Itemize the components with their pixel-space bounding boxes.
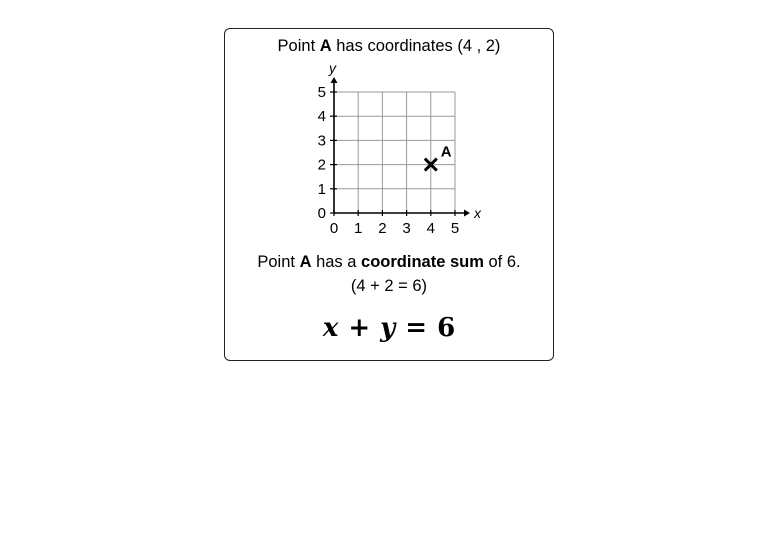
y-tick-label: 0 bbox=[317, 205, 326, 222]
x-axis-arrow bbox=[464, 210, 470, 217]
equation-x: x bbox=[322, 313, 339, 343]
working-text: (4 + 2 = 6) bbox=[350, 277, 428, 295]
equation-equals: = bbox=[405, 313, 428, 343]
x-tick-label: 0 bbox=[329, 220, 339, 237]
statement-part-1: Point bbox=[257, 253, 300, 271]
equation bbox=[225, 313, 553, 343]
equation-plus: + bbox=[348, 313, 371, 343]
x-tick-label: 2 bbox=[378, 220, 387, 237]
statement-part-2: has a bbox=[311, 253, 362, 271]
equation-value: 6 bbox=[437, 313, 456, 343]
grid-lines bbox=[334, 92, 455, 213]
coordinate-grid bbox=[225, 29, 555, 249]
explanation-card bbox=[224, 28, 554, 361]
heading-pre: Point bbox=[277, 37, 320, 55]
x-tick-label: 5 bbox=[450, 220, 460, 237]
heading-point-name: A bbox=[319, 37, 332, 55]
x-axis-label: x bbox=[474, 205, 481, 221]
y-tick-label: 3 bbox=[317, 132, 326, 150]
y-axis-arrow bbox=[331, 77, 338, 83]
x-tick-label: 1 bbox=[354, 220, 363, 237]
y-axis-label: y bbox=[329, 60, 336, 76]
equation-y: y bbox=[380, 313, 396, 343]
statement-coordinate-sum: coordinate sum bbox=[361, 253, 484, 271]
heading-post: has coordinates (4 , 2) bbox=[331, 37, 501, 55]
tick-labels bbox=[318, 84, 460, 237]
statement-text bbox=[225, 253, 553, 272]
y-tick-label: 2 bbox=[317, 156, 326, 174]
x-tick-label: 4 bbox=[426, 220, 435, 237]
y-tick-label: 1 bbox=[317, 180, 326, 198]
point-a-label: A bbox=[440, 143, 452, 161]
y-tick-label: 4 bbox=[317, 108, 326, 126]
statement-part-3: of 6. bbox=[483, 253, 521, 271]
y-tick-label: 5 bbox=[317, 84, 326, 101]
statement-point-name: A bbox=[299, 253, 312, 271]
x-tick-label: 3 bbox=[402, 220, 411, 237]
